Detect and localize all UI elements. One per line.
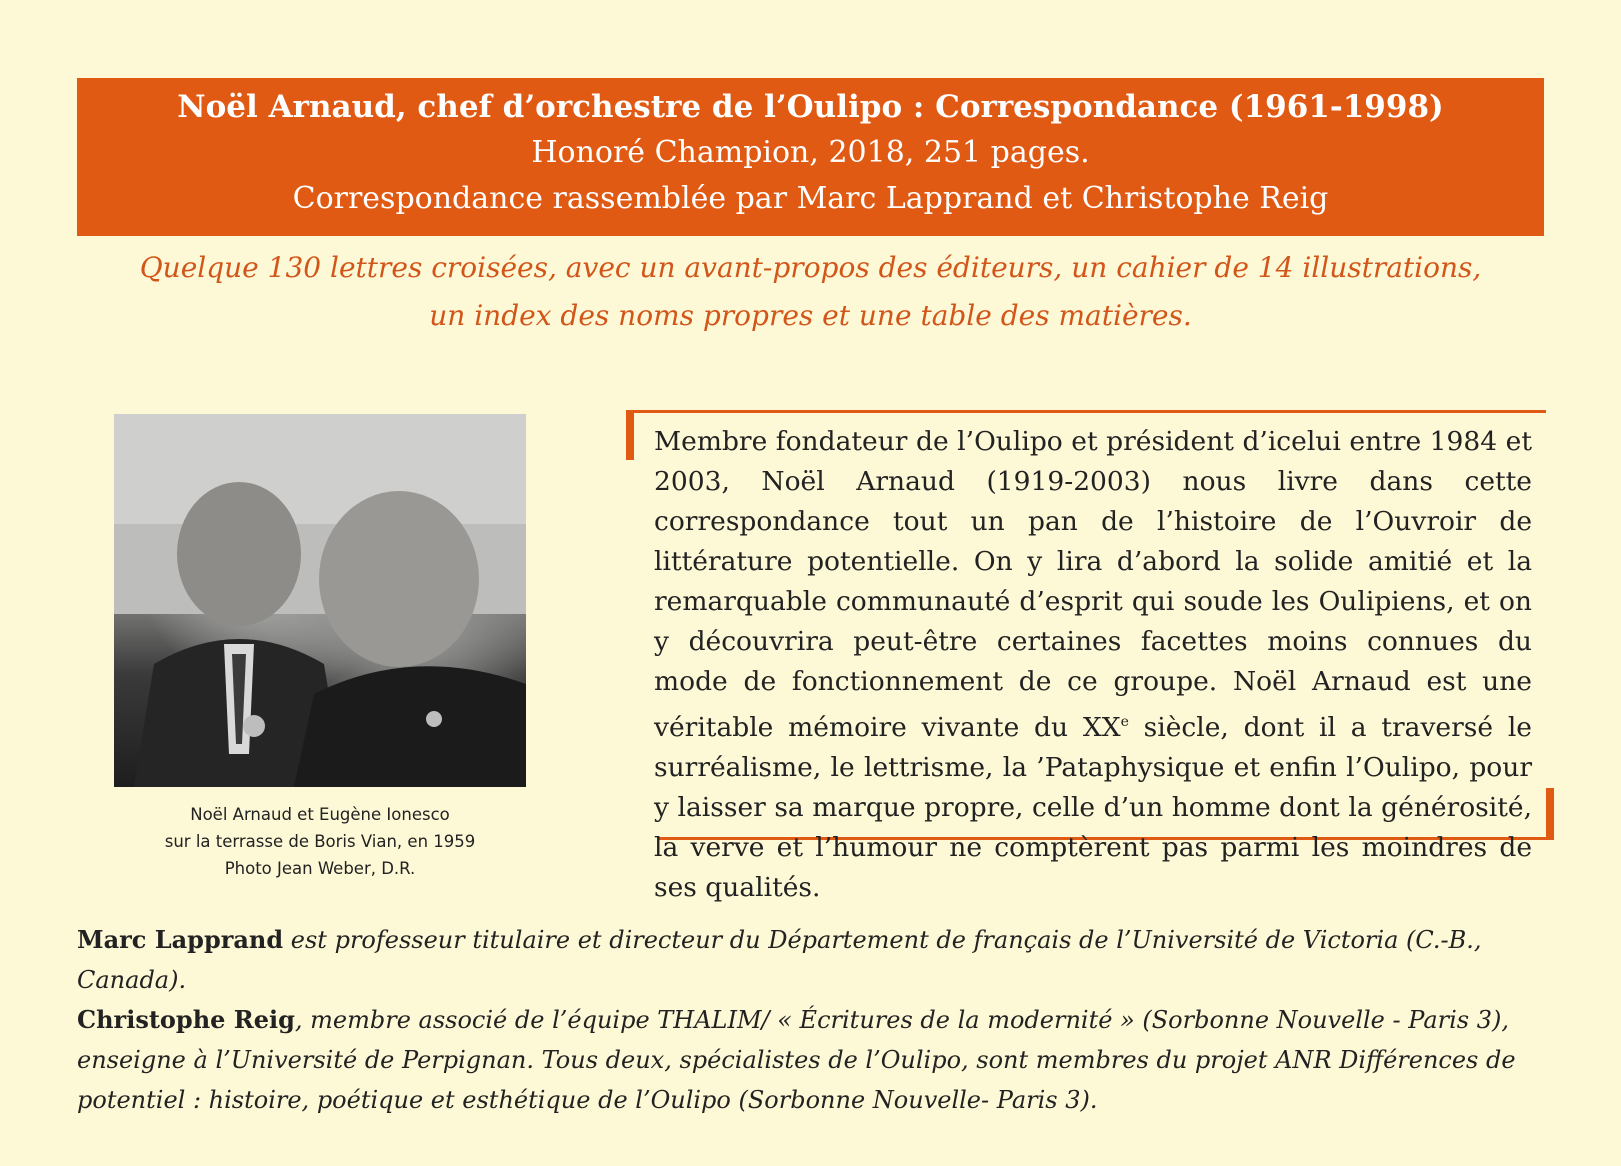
photo-caption xyxy=(114,801,526,882)
editors-info: Correspondance rassemblée par Marc Lapprand et Christophe Reig xyxy=(292,181,1329,216)
publisher-info: Honoré Champion, 2018, 251 pages. xyxy=(531,135,1090,170)
title-banner xyxy=(77,78,1544,236)
author-photo xyxy=(114,414,526,787)
bottom-right-bar xyxy=(1546,788,1554,838)
top-rule xyxy=(626,410,1546,413)
century-superscript: e xyxy=(1120,714,1129,730)
description-text-part-1: Membre fondateur de l’Oulipo et président d’icelui entre 1984 et 2003, Noël Arnaud (1919-2003) nous livre dans cette correspondance tout un pan de l’histoire de l’Ouvroir de littérature potentielle. On y lira d’abord la solide amitié et la remarquable communauté d’esprit qui soude les Oulipiens, et on y découvrira peut-être certaines facettes moins connues du mode de fonctionnement de ce groupe. Noël Arnaud est une véritable mémoire vivante du XX xyxy=(654,426,1532,743)
photo-illustration xyxy=(114,414,526,787)
top-left-bar xyxy=(626,410,634,460)
book-tagline xyxy=(77,244,1544,340)
caption-line-1: Noël Arnaud et Eugène Ionesco xyxy=(190,805,450,824)
description-text xyxy=(654,422,1532,908)
author-desc-1: est professeur titulaire et directeur du Département de français de l’Université de Victoria (C.-B., Canada). xyxy=(77,926,1482,994)
caption-line-3: Photo Jean Weber, D.R. xyxy=(224,859,416,878)
description-box xyxy=(626,410,1554,903)
book-title: Noël Arnaud, chef d’orchestre de l’Oulipo : Correspondance (1961-1998) xyxy=(177,89,1444,125)
description-text-part-2: siècle, dont il a traversé le surréalisme, le lettrisme, la ’Pataphysique et enfin l’Oulipo, pour y laisser sa marque propre, celle d’un homme dont la générosité, la verve et l’humour ne comptèrent pas parmi les moindres de ses qualités. xyxy=(654,711,1532,903)
authors-bio xyxy=(77,920,1547,1120)
author-name-1: Marc Lapprand xyxy=(77,925,284,954)
caption-line-2: sur la terrasse de Boris Vian, en 1959 xyxy=(164,832,476,851)
author-desc-2: , membre associé de l’équipe THALIM/ « Écritures de la modernité » (Sorbonne Nouvelle - Paris 3), enseigne à l’Université de Perpignan. Tous deux, spécialistes de l’Oulipo, sont membres du projet ANR Différences de potentiel : histoire, poétique et esthétique de l’Oulipo (Sorbonne Nouvelle- Paris 3). xyxy=(77,1006,1516,1114)
tagline-line-2: un index des noms propres et une table des matières. xyxy=(429,299,1192,332)
author-name-2: Christophe Reig xyxy=(77,1005,295,1034)
tagline-line-1: Quelque 130 lettres croisées, avec un avant-propos des éditeurs, un cahier de 14 illustrations, xyxy=(139,251,1482,284)
